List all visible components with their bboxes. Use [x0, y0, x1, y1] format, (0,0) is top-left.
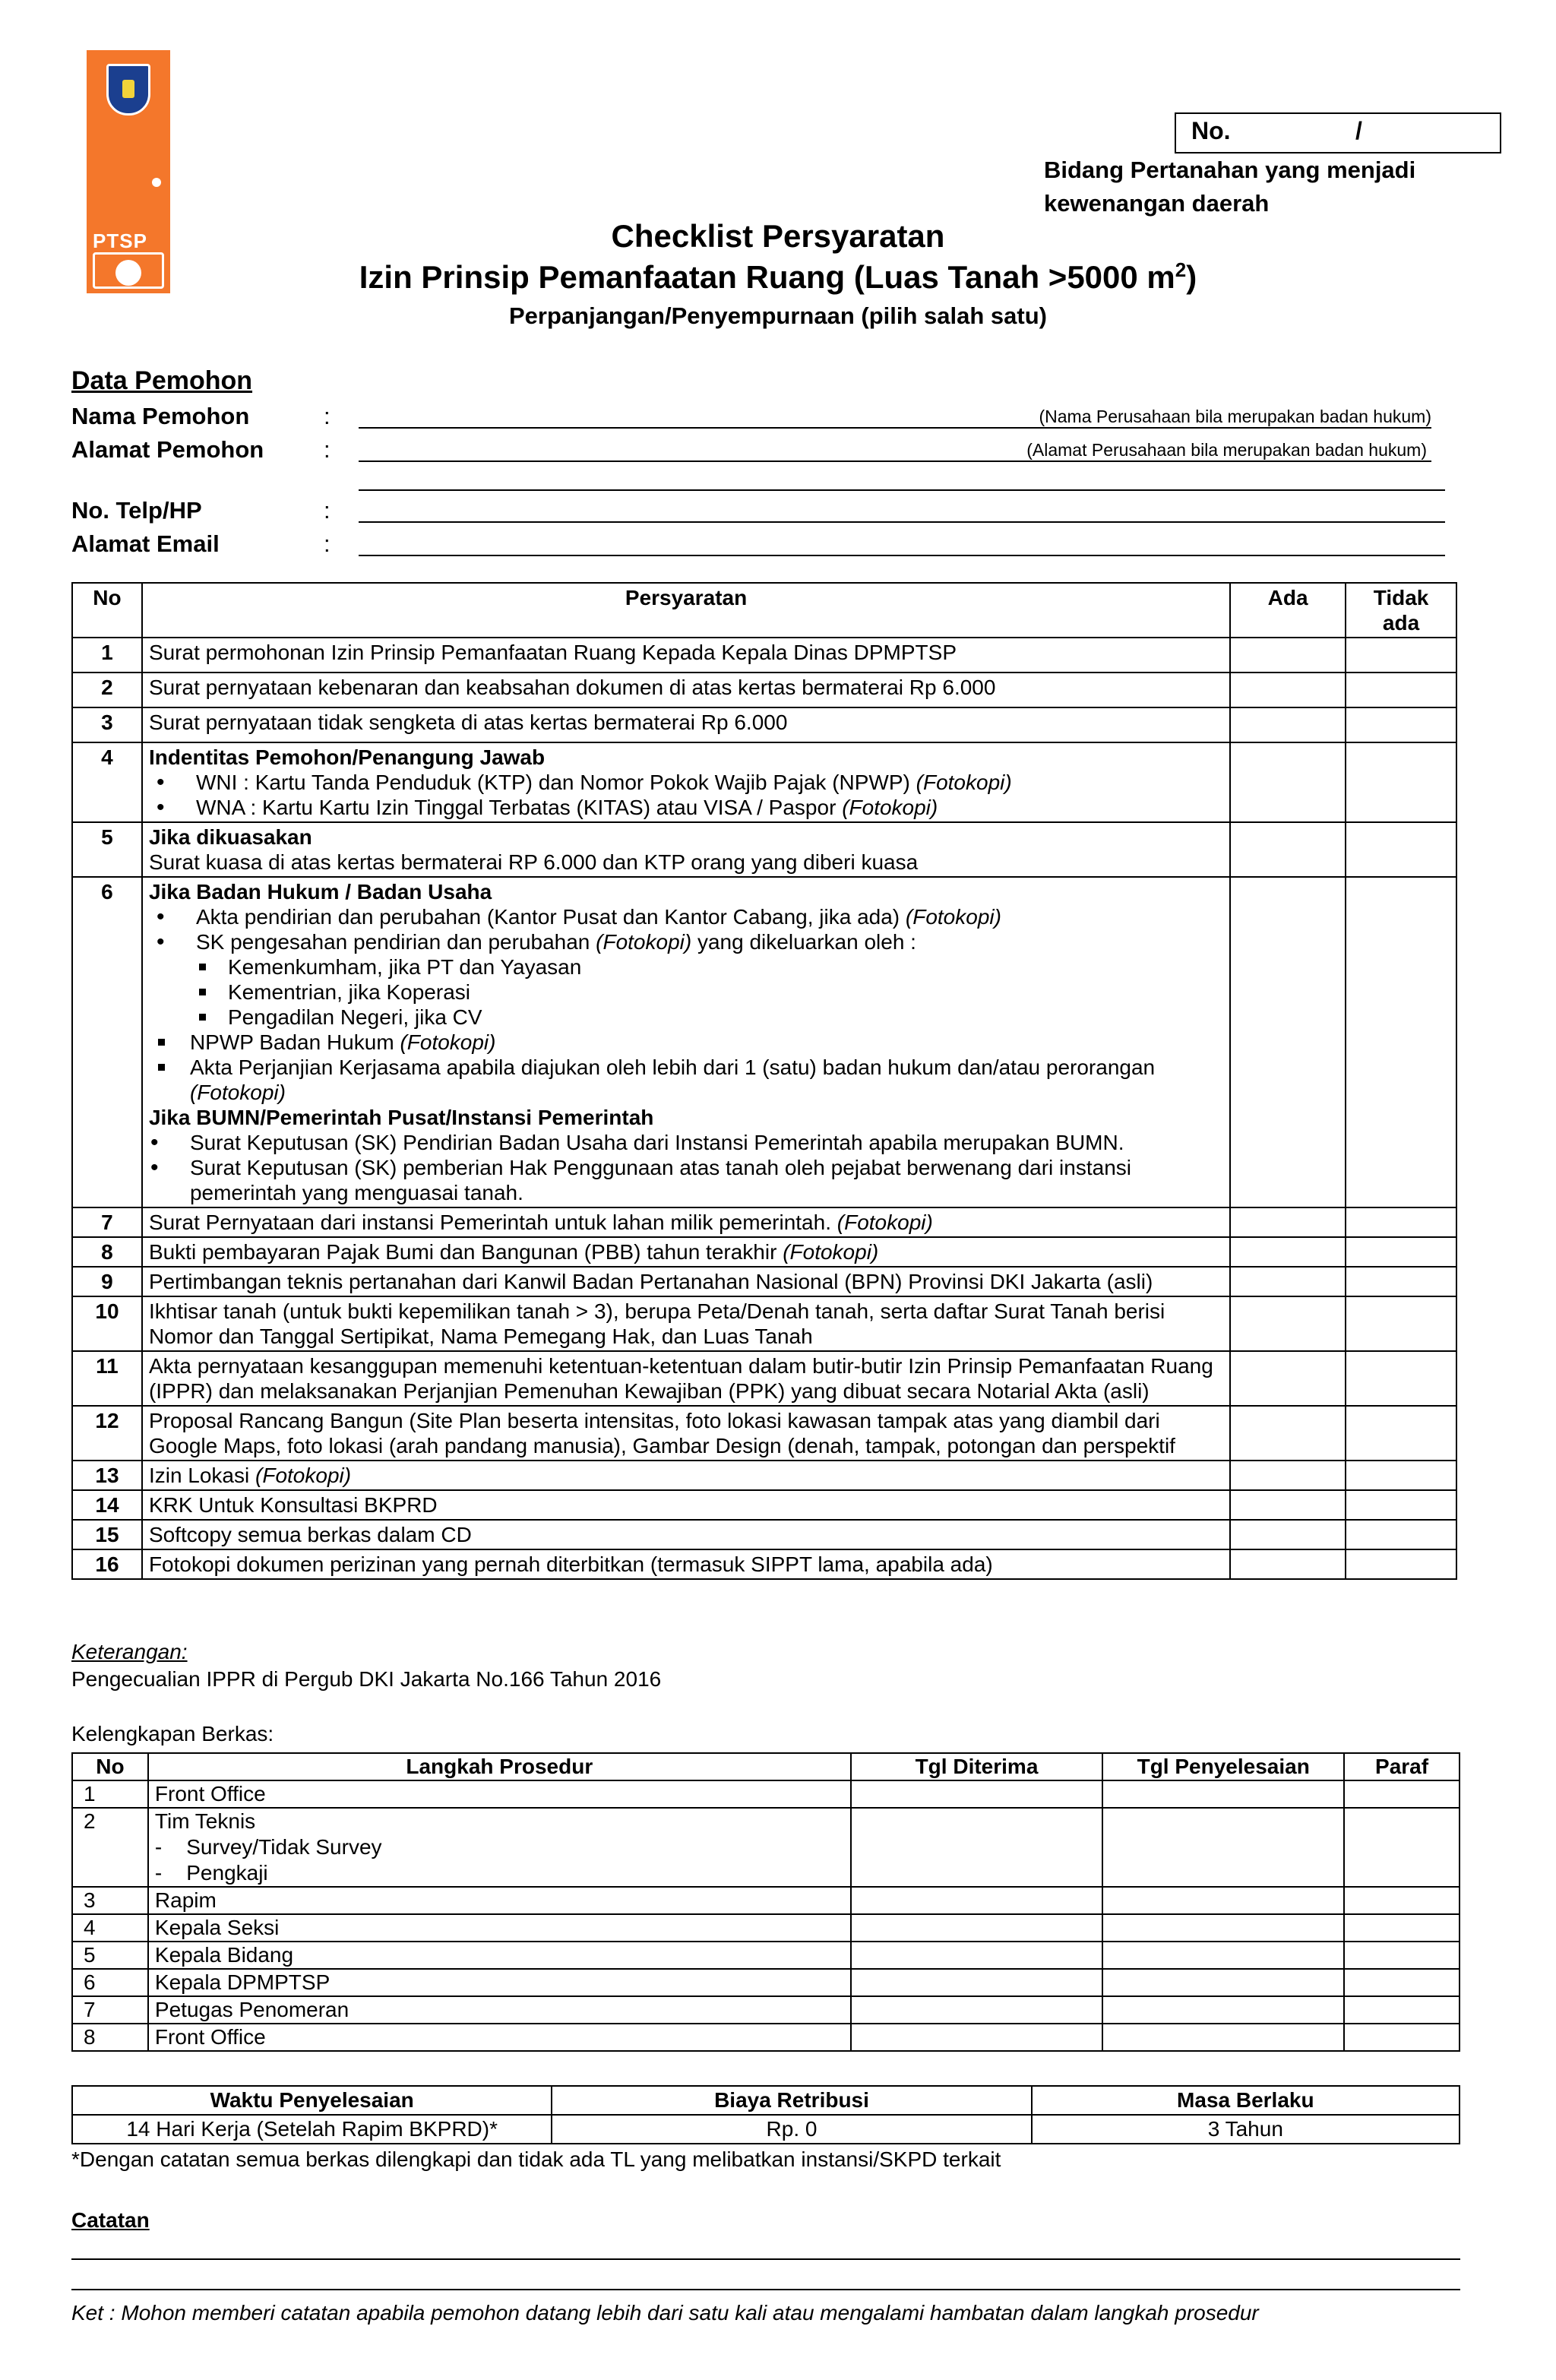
row-number: 5 [72, 822, 142, 877]
notes-text: Pengecualian IPPR di Pergub DKI Jakarta No.166 Tahun 2016 [71, 1667, 662, 1691]
procedure-row [72, 1969, 1460, 1996]
requirement-text: Softcopy semua berkas dalam CD [142, 1520, 1230, 1549]
name-field[interactable] [359, 427, 1431, 429]
requirement-text: Surat pernyataan tidak sengketa di atas kertas bermaterai Rp 6.000 [142, 707, 1230, 742]
procedure-header [72, 1753, 1460, 1780]
address-field[interactable] [359, 460, 1431, 462]
step-number: 7 [72, 1996, 148, 2024]
signature-cell[interactable] [1344, 1942, 1460, 1969]
authority-text: Bidang Pertanahan yang menjadi kewenangan daerah [1044, 157, 1416, 217]
ada-checkbox[interactable] [1230, 1520, 1346, 1549]
table-row [72, 1461, 1456, 1490]
signature-cell[interactable] [1344, 1780, 1460, 1808]
step-name: Rapim [148, 1887, 851, 1914]
received-date-cell[interactable] [851, 2024, 1103, 2051]
name-colon: : [324, 403, 330, 429]
list-item [190, 1030, 1223, 1055]
received-date-cell[interactable] [851, 1808, 1103, 1887]
item-text: NPWP Badan Hukum [189, 1030, 400, 1054]
table-row [72, 1237, 1456, 1267]
fees-footnote: *Dengan catatan semua berkas dilengkapi dan tidak ada TL yang melibatkan instansi/SKPD terkait [71, 2147, 1001, 2171]
row-number: 12 [72, 1406, 142, 1461]
procedure-row [72, 1996, 1460, 2024]
header-validity: Masa Berlaku [1032, 2086, 1460, 2115]
tidak-ada-checkbox[interactable] [1346, 1296, 1456, 1351]
completion-date-cell[interactable] [1102, 2024, 1344, 2051]
sub-step [155, 1860, 844, 1886]
item-text: WNI : Kartu Tanda Penduduk (KTP) dan Nomor Pokok Wajib Pajak (NPWP) [195, 771, 916, 794]
requirement-text: Surat Pernyataan dari instansi Pemerintah untuk lahan milik pemerintah. [148, 1211, 837, 1234]
procedure-row [72, 1914, 1460, 1942]
phone-label: No. Telp/HP [71, 497, 202, 524]
page-title: Checklist Persyaratan [611, 218, 945, 254]
sub-step-text: Pengkaji [186, 1861, 268, 1885]
ada-checkbox[interactable] [1230, 1406, 1346, 1461]
row-number: 16 [72, 1549, 142, 1579]
ada-checkbox[interactable] [1230, 877, 1346, 1207]
requirement-cell [142, 877, 1230, 1207]
completion-date-cell[interactable] [1102, 1914, 1344, 1942]
email-label: Alamat Email [71, 530, 220, 557]
fotokopi-note: (Fotokopi) [842, 796, 938, 819]
ada-checkbox[interactable] [1230, 707, 1346, 742]
number-box [1175, 112, 1501, 153]
fotokopi-note: (Fotokopi) [596, 930, 692, 954]
address-label: Alamat Pemohon [71, 436, 264, 463]
table-row [72, 1406, 1456, 1461]
requirement-text: Surat kuasa di atas kertas bermaterai RP 6.000 dan KTP orang yang diberi kuasa [148, 850, 919, 874]
address-colon: : [324, 436, 330, 463]
fees-header [72, 2086, 1460, 2115]
signature-cell[interactable] [1344, 1887, 1460, 1914]
received-date-cell[interactable] [851, 1887, 1103, 1914]
dot-icon [152, 178, 161, 187]
fotokopi-note: (Fotokopi) [837, 1211, 933, 1234]
header-no: No [72, 1753, 148, 1780]
step-name: Front Office [148, 2024, 851, 2051]
step-number: 6 [72, 1969, 148, 1996]
ada-checkbox[interactable] [1230, 1490, 1346, 1520]
item-text: SK pengesahan pendirian dan perubahan [195, 930, 596, 954]
sub-step-text: Survey/Tidak Survey [186, 1835, 382, 1859]
logo-brand-text: PTSP [93, 229, 147, 252]
requirement-title-2: Jika BUMN/Pemerintah Pusat/Instansi Pemerintah [148, 1106, 654, 1129]
requirement-text: Fotokopi dokumen perizinan yang pernah diterbitkan (termasuk SIPPT lama, apabila ada) [142, 1549, 1230, 1579]
page-subtitle-2: Perpanjangan/Penyempurnaan (pilih salah satu) [508, 302, 1047, 329]
requirement-text: Ikhtisar tanah (untuk bukti kepemilikan tanah > 3), berupa Peta/Denah tanah, serta daftar Surat Tanah berisi Nomor dan Tanggal Sertipikat, Nama Pemegang Hak, dan Luas Tanah [142, 1296, 1230, 1351]
email-colon: : [324, 530, 330, 557]
tidak-ada-checkbox[interactable] [1346, 1461, 1456, 1490]
tidak-ada-checkbox[interactable] [1346, 877, 1456, 1207]
ptsp-logo [87, 50, 170, 293]
row-number: 4 [72, 742, 142, 822]
ada-checkbox[interactable] [1230, 1207, 1346, 1237]
tidak-ada-checkbox[interactable] [1346, 1351, 1456, 1406]
subtitle-text: Izin Prinsip Pemanfaatan Ruang (Luas Tanah >5000 m [359, 259, 1175, 295]
signature-cell[interactable] [1344, 1914, 1460, 1942]
tidak-ada-checkbox[interactable] [1346, 1549, 1456, 1579]
header-fee: Biaya Retribusi [552, 2086, 1031, 2115]
table-row [72, 1549, 1456, 1579]
step-name: Kepala Bidang [148, 1942, 851, 1969]
step-number: 2 [72, 1808, 148, 1887]
list-item: • Surat Keputusan (SK) Pendirian Badan Usaha dari Instansi Pemerintah apabila merupakan BUMN. [190, 1130, 1223, 1155]
procedure-row [72, 2024, 1460, 2051]
received-date-cell[interactable] [851, 1942, 1103, 1969]
tidak-ada-checkbox[interactable] [1346, 1520, 1456, 1549]
ada-checkbox[interactable] [1230, 822, 1346, 877]
tidak-ada-checkbox[interactable] [1346, 742, 1456, 822]
requirement-cell [142, 742, 1230, 822]
ada-checkbox[interactable] [1230, 1237, 1346, 1267]
tidak-ada-checkbox[interactable] [1346, 822, 1456, 877]
row-number: 14 [72, 1490, 142, 1520]
duration-value: 14 Hari Kerja (Setelah Rapim BKPRD)* [72, 2115, 552, 2144]
table-row [72, 1520, 1456, 1549]
phone-colon: : [324, 497, 330, 524]
ada-checkbox[interactable] [1230, 638, 1346, 673]
address-field-line-2[interactable] [359, 489, 1445, 491]
completion-date-cell[interactable] [1102, 1969, 1344, 1996]
step-name: Front Office [148, 1780, 851, 1808]
catatan-line-1[interactable] [71, 2258, 1460, 2260]
received-date-cell[interactable] [851, 1780, 1103, 1808]
requirement-text: KRK Untuk Konsultasi BKPRD [142, 1490, 1230, 1520]
completion-date-cell[interactable] [1102, 1996, 1344, 2024]
jakarta-crest-icon [106, 64, 150, 116]
table-row [72, 742, 1456, 822]
requirement-title: Indentitas Pemohon/Penangung Jawab [148, 745, 546, 769]
catatan-label: Catatan [71, 2208, 150, 2232]
procedure-row [72, 1942, 1460, 1969]
page-subtitle [0, 258, 1556, 296]
received-date-cell[interactable] [851, 1969, 1103, 1996]
row-number: 2 [72, 673, 142, 707]
received-date-cell[interactable] [851, 1914, 1103, 1942]
header-no: No [72, 583, 142, 638]
row-number: 11 [72, 1351, 142, 1406]
tidak-ada-checkbox[interactable] [1346, 1406, 1456, 1461]
procedure-row [72, 1808, 1460, 1887]
list-item [196, 795, 1223, 820]
list-item [190, 1055, 1223, 1105]
step-name: Kepala DPMPTSP [148, 1969, 851, 1996]
ada-checkbox[interactable] [1230, 1267, 1346, 1296]
fotokopi-note: (Fotokopi) [783, 1240, 879, 1264]
fees-table [71, 2085, 1460, 2144]
step-cell [148, 1808, 851, 1887]
dash: - [154, 1835, 163, 1859]
email-field[interactable] [359, 555, 1445, 556]
tidak-ada-checkbox[interactable] [1346, 1490, 1456, 1520]
row-number: 7 [72, 1207, 142, 1237]
row-number: 10 [72, 1296, 142, 1351]
step-number: 8 [72, 2024, 148, 2051]
completion-date-cell[interactable] [1102, 1942, 1344, 1969]
requirement-title: Jika Badan Hukum / Badan Usaha [148, 880, 492, 904]
tidak-ada-checkbox[interactable] [1346, 638, 1456, 673]
item-text: WNA : Kartu Kartu Izin Tinggal Terbatas (KITAS) atau VISA / Paspor [195, 796, 843, 819]
requirement-text: Akta pernyataan kesanggupan memenuhi ketentuan-ketentuan dalam butir-butir Izin Prinsip Pemanfaatan Ruang (IPPR) dan melaksanakan Perjanjian Pemenuhan Kewajiban (PPK) yang dibuat secara Notarial Akta (asli) [142, 1351, 1230, 1406]
table-row [72, 1351, 1456, 1406]
sub-list-item: Pengadilan Negeri, jika CV [228, 1005, 1223, 1030]
requirement-cell [142, 1237, 1230, 1267]
list-item [196, 929, 1223, 954]
signature-cell[interactable] [1344, 1808, 1460, 1887]
fotokopi-note: (Fotokopi) [255, 1464, 352, 1487]
row-number: 6 [72, 877, 142, 1207]
sub-list-item: Kemenkumham, jika PT dan Yayasan [228, 954, 1223, 980]
completeness-label: Kelengkapan Berkas: [71, 1722, 274, 1745]
step-number: 3 [72, 1887, 148, 1914]
step-number: 4 [72, 1914, 148, 1942]
fotokopi-note: (Fotokopi) [905, 905, 1001, 929]
header-step: Langkah Prosedur [148, 1753, 851, 1780]
header-received-date: Tgl Diterima [851, 1753, 1103, 1780]
requirements-table [71, 582, 1457, 1580]
tidak-ada-checkbox[interactable] [1346, 1207, 1456, 1237]
header-tidak-ada: Tidak ada [1346, 583, 1456, 638]
procedure-row [72, 1887, 1460, 1914]
table-row [72, 877, 1456, 1207]
validity-value: 3 Tahun [1032, 2115, 1460, 2144]
applicant-section-title: Data Pemohon [71, 366, 253, 395]
ada-checkbox[interactable] [1230, 1351, 1346, 1406]
signature-cell[interactable] [1344, 1996, 1460, 2024]
name-label: Nama Pemohon [71, 403, 250, 429]
requirement-text: Proposal Rancang Bangun (Site Plan beserta intensitas, foto lokasi kawasan tampak atas yang diambil dari Google Maps, foto lokasi (arah pandang manusia), Gambar Design (denah, tampak, potongan dan perspektif [142, 1406, 1230, 1461]
address-hint: (Alamat Perusahaan bila merupakan badan hukum) [1026, 440, 1427, 460]
list-item [196, 770, 1223, 795]
procedure-row [72, 1780, 1460, 1808]
number-label: No. [1191, 117, 1231, 144]
sub-step [155, 1834, 844, 1860]
fee-value: Rp. 0 [552, 2115, 1031, 2144]
table-row [72, 1207, 1456, 1237]
header-completion-date: Tgl Penyelesaian [1102, 1753, 1344, 1780]
tidak-ada-checkbox[interactable] [1346, 673, 1456, 707]
table-row [72, 638, 1456, 673]
requirement-cell [142, 822, 1230, 877]
table-row [72, 1296, 1456, 1351]
item-text-end: yang dikeluarkan oleh : [691, 930, 916, 954]
table-row [72, 1490, 1456, 1520]
header-signature: Paraf [1344, 1753, 1460, 1780]
subtitle-end: ) [1186, 259, 1197, 295]
completion-date-cell[interactable] [1102, 1887, 1344, 1914]
signature-cell[interactable] [1344, 1969, 1460, 1996]
requirement-text: Surat permohonan Izin Prinsip Pemanfaatan Ruang Kepada Kepala Dinas DPMPTSP [142, 638, 1230, 673]
step-name: Petugas Penomeran [148, 1996, 851, 2024]
row-number: 3 [72, 707, 142, 742]
step-name: Tim Teknis [154, 1809, 256, 1833]
ada-checkbox[interactable] [1230, 1461, 1346, 1490]
table-row [72, 1267, 1456, 1296]
requirement-title: Jika dikuasakan [148, 825, 312, 849]
row-number: 13 [72, 1461, 142, 1490]
tidak-ada-checkbox[interactable] [1346, 707, 1456, 742]
completion-date-cell[interactable] [1102, 1780, 1344, 1808]
ada-checkbox[interactable] [1230, 1549, 1346, 1579]
sub-list-item: Kementrian, jika Koperasi [228, 980, 1223, 1005]
catatan-line-2[interactable] [71, 2289, 1460, 2290]
requirement-cell [142, 1461, 1230, 1490]
row-number: 1 [72, 638, 142, 673]
table-row [72, 673, 1456, 707]
requirement-text: Bukti pembayaran Pajak Bumi dan Bangunan (PBB) tahun terakhir [148, 1240, 783, 1264]
fotokopi-note: (Fotokopi) [400, 1030, 496, 1054]
tidak-ada-checkbox[interactable] [1346, 1267, 1456, 1296]
step-number: 5 [72, 1942, 148, 1969]
phone-field[interactable] [359, 521, 1445, 523]
list-item: • Surat Keputusan (SK) pemberian Hak Penggunaan atas tanah oleh pejabat berwenang dari instansi pemerintah yang menguasai tanah. [190, 1155, 1223, 1205]
table-row [72, 707, 1456, 742]
requirement-text: Izin Lokasi [148, 1464, 256, 1487]
ada-checkbox[interactable] [1230, 742, 1346, 822]
fotokopi-note: (Fotokopi) [916, 771, 1012, 794]
header-duration: Waktu Penyelesaian [72, 2086, 552, 2115]
catatan-note: Ket : Mohon memberi catatan apabila pemohon datang lebih dari satu kali atau mengalami hambatan dalam langkah prosedur [71, 2301, 1259, 2325]
ada-checkbox[interactable] [1230, 673, 1346, 707]
number-separator: / [1355, 117, 1362, 144]
header-requirement: Persyaratan [142, 583, 1230, 638]
procedure-table [71, 1752, 1460, 2052]
notes-label: Keterangan: [71, 1640, 188, 1663]
table-row [72, 822, 1456, 877]
ada-checkbox[interactable] [1230, 1296, 1346, 1351]
row-number: 9 [72, 1267, 142, 1296]
row-number: 8 [72, 1237, 142, 1267]
name-hint: (Nama Perusahaan bila merupakan badan hukum) [1039, 407, 1431, 426]
list-item [196, 904, 1223, 929]
item-text: Akta Perjanjian Kerjasama apabila diajukan oleh lebih dari 1 (satu) badan hukum dan/atau perorangan [189, 1055, 1156, 1079]
tidak-ada-checkbox[interactable] [1346, 1237, 1456, 1267]
subtitle-superscript: 2 [1175, 258, 1187, 281]
fees-row [72, 2115, 1460, 2144]
row-number: 15 [72, 1520, 142, 1549]
requirement-cell [142, 1207, 1230, 1237]
signature-cell[interactable] [1344, 2024, 1460, 2051]
step-number: 1 [72, 1780, 148, 1808]
dash: - [154, 1861, 163, 1885]
requirement-text: Surat pernyataan kebenaran dan keabsahan dokumen di atas kertas bermaterai Rp 6.000 [142, 673, 1230, 707]
step-name: Kepala Seksi [148, 1914, 851, 1942]
header-ada: Ada [1230, 583, 1346, 638]
received-date-cell[interactable] [851, 1996, 1103, 2024]
fotokopi-note: (Fotokopi) [189, 1081, 286, 1104]
item-text: Akta pendirian dan perubahan (Kantor Pusat dan Kantor Cabang, jika ada) [195, 905, 906, 929]
requirement-text: Pertimbangan teknis pertanahan dari Kanwil Badan Pertanahan Nasional (BPN) Provinsi DKI Jakarta (asli) [142, 1267, 1230, 1296]
completion-date-cell[interactable] [1102, 1808, 1344, 1887]
table-header [72, 583, 1456, 638]
